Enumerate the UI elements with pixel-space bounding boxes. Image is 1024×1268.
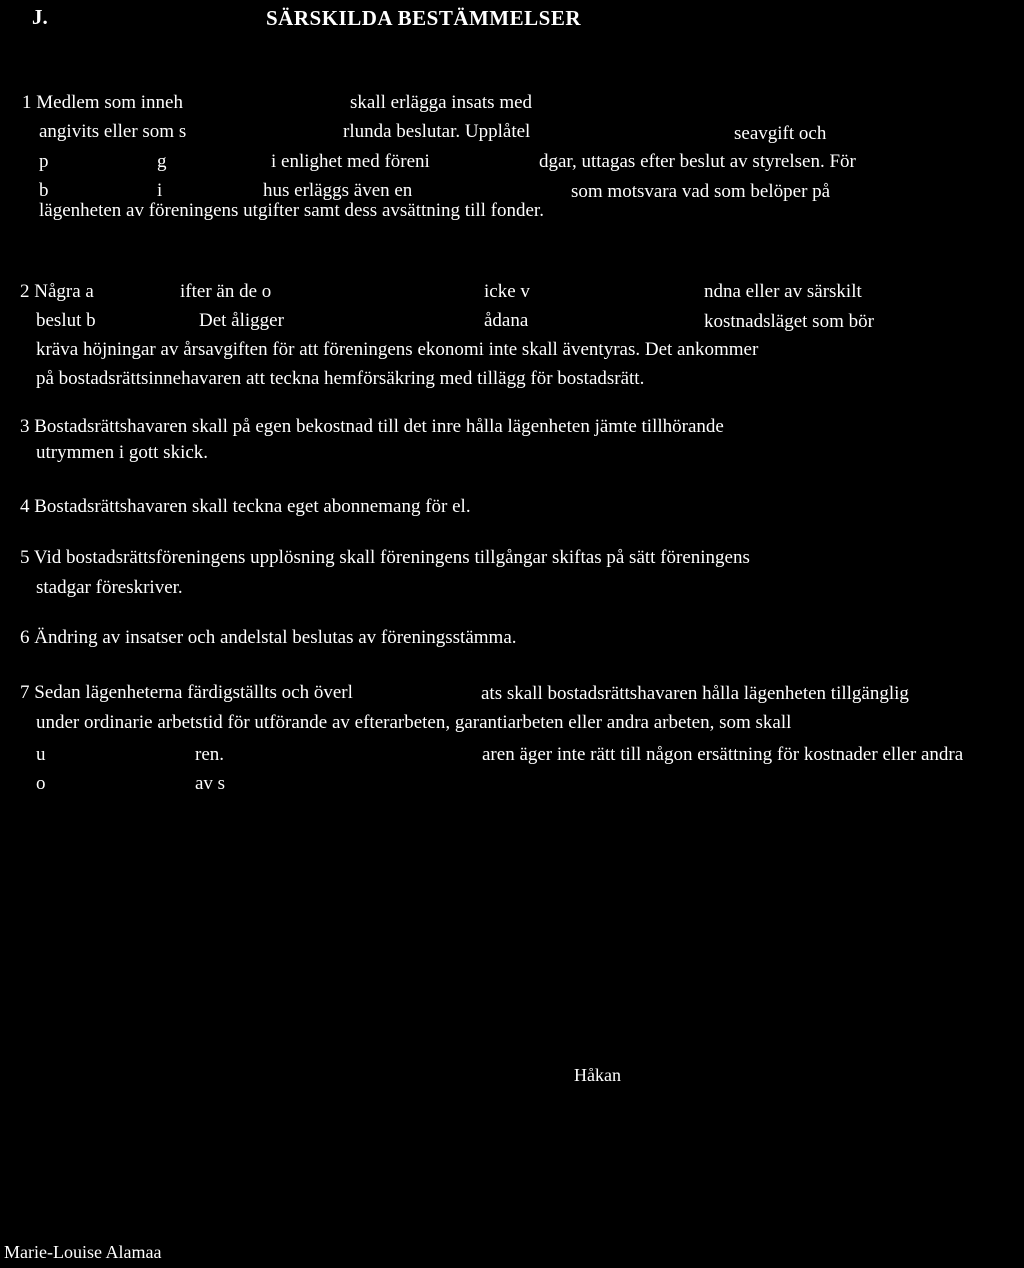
section-letter: J. — [32, 5, 48, 29]
clause-text: u — [36, 744, 46, 765]
clause-text: b — [39, 180, 49, 201]
clause-text: stadgar föreskriver. — [36, 577, 183, 598]
page-title: SÄRSKILDA BESTÄMMELSER — [266, 6, 581, 30]
clause-text: ren. — [195, 744, 225, 765]
clause-text: ådana — [484, 310, 529, 331]
clause-text: utrymmen i gott skick. — [36, 442, 209, 463]
clause-text: ats skall bostadsrättshavaren hålla lägenheten tillgänglig — [481, 683, 909, 704]
clause-text: under ordinarie arbetstid för utförande av efterarbeten, garantiarbeten eller andra arbeten, som skall — [36, 712, 792, 733]
clause-text: ifter än de o — [180, 281, 272, 302]
clause-text: i enlighet med föreni — [271, 151, 430, 172]
clause-text: angivits eller som s — [39, 121, 187, 142]
clause-text: som motsvara vad som belöper på — [571, 181, 831, 202]
clause-text: 4 Bostadsrättshavaren skall teckna eget abonnemang för el. — [20, 496, 471, 517]
clause-text: 1 Medlem som inneh — [22, 92, 183, 113]
clause-text: aren äger inte rätt till någon ersättning för kostnader eller andra — [482, 744, 964, 765]
clause-text: 6 Ändring av insatser och andelstal beslutas av föreningsstämma. — [20, 627, 517, 648]
clause-text: kräva höjningar av årsavgiften för att föreningens ekonomi inte skall äventyras. Det ankommer — [36, 339, 759, 360]
signature-name-left: Marie-Louise Alamaa — [4, 1242, 162, 1262]
clause-text: rlunda beslutar. Upplåtel — [343, 121, 531, 142]
clause-text: Det åligger — [199, 310, 284, 331]
clause-text: ndna eller av särskilt — [704, 281, 862, 302]
clause-text: av s — [195, 773, 226, 794]
clause-text: kostnadsläget som bör — [704, 311, 874, 332]
clause-text: icke v — [484, 281, 530, 302]
clause-text: dgar, uttagas efter beslut av styrelsen. För — [539, 151, 856, 172]
clause-text: på bostadsrättsinnehavaren att teckna hemförsäkring med tillägg för bostadsrätt. — [36, 368, 645, 389]
clause-text: 2 Några a — [20, 281, 94, 302]
clause-text: 7 Sedan lägenheterna färdigställts och överl — [20, 682, 353, 703]
clause-text: i — [157, 180, 163, 201]
clause-text: o — [36, 773, 46, 794]
clause-text: 3 Bostadsrättshavaren skall på egen bekostnad till det inre hålla lägenheten jämte tillhörande — [20, 416, 724, 437]
clause-text: hus erläggs även en — [263, 180, 413, 201]
clause-text: g — [157, 151, 167, 172]
clause-text: beslut b — [36, 310, 96, 331]
clause-text: lägenheten av föreningens utgifter samt dess avsättning till fonder. — [39, 200, 544, 221]
clause-text: skall erlägga insats med — [350, 92, 533, 113]
clause-text: 5 Vid bostadsrättsföreningens upplösning skall föreningens tillgångar skiftas på sätt föreningens — [20, 547, 750, 568]
clause-text: p — [39, 151, 49, 172]
signature-name-right: Håkan — [574, 1065, 621, 1085]
clause-text: seavgift och — [734, 123, 827, 144]
